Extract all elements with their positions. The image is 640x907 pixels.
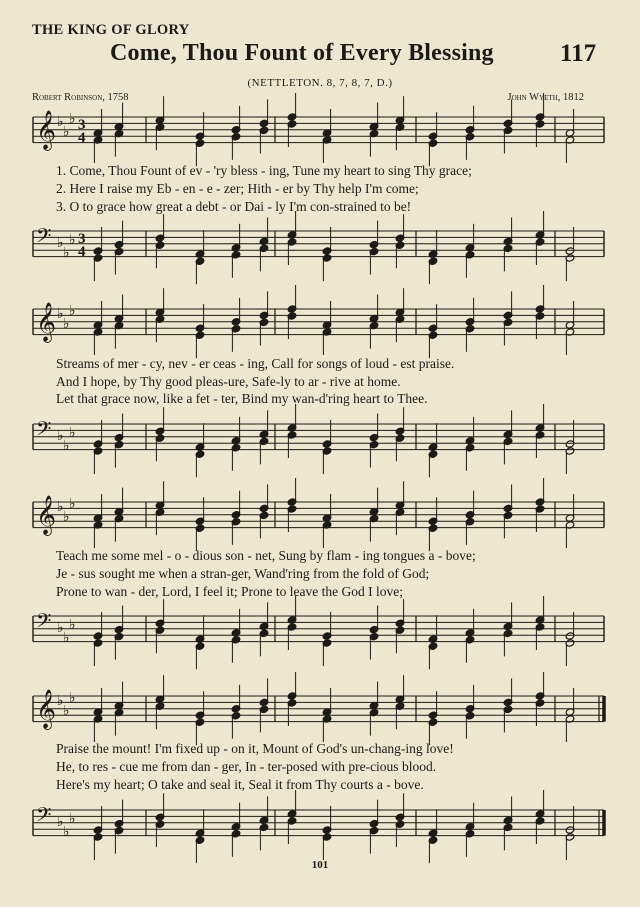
lyric-line: Teach me some mel - o - dious son - net, Sung by flam - ing tongues a - bove; bbox=[56, 548, 476, 563]
flat-icon: ♭ bbox=[69, 303, 76, 319]
flat-icon: ♭ bbox=[69, 111, 76, 127]
flat-icon: ♭ bbox=[69, 811, 76, 827]
lyric-line: Praise the mount! I'm fixed up - on it, Mount of God's un-chang-ing love! bbox=[56, 741, 454, 756]
flat-icon: ♭ bbox=[57, 693, 64, 709]
flat-icon: ♭ bbox=[57, 306, 64, 322]
bass-clef-icon: 𝄢 bbox=[36, 609, 52, 637]
bass-clef-icon: 𝄢 bbox=[36, 417, 52, 445]
flat-icon: ♭ bbox=[63, 703, 70, 719]
hymn-title: Come, Thou Fount of Every Blessing bbox=[110, 40, 494, 66]
treble-staff-1 bbox=[0, 110, 640, 163]
treble-staff-4 bbox=[0, 689, 640, 742]
flat-icon: ♭ bbox=[57, 235, 64, 251]
time-signature-bottom: 4 bbox=[78, 130, 86, 146]
flat-icon: ♭ bbox=[69, 496, 76, 512]
lyric-line: Here's my heart; O take and seal it, Seal it from Thy courts a - bove. bbox=[56, 777, 424, 792]
lyric-line: And I hope, by Thy good pleas-ure, Safe-ly to ar - rive at home. bbox=[56, 374, 401, 389]
time-signature-bottom: 4 bbox=[78, 244, 86, 260]
flat-icon: ♭ bbox=[57, 428, 64, 444]
hymn-number: 117 bbox=[560, 40, 597, 67]
flat-icon: ♭ bbox=[69, 617, 76, 633]
lyric-line: Let that grace now, like a fet - ter, Bind my wan-d'ring heart to Thee. bbox=[56, 391, 428, 406]
flat-icon: ♭ bbox=[69, 425, 76, 441]
treble-clef-icon: 𝄞 bbox=[36, 495, 57, 535]
lyric-line: He, to res - cue me from dan - ger, In - ter-posed with pre-cious blood. bbox=[56, 759, 437, 774]
section-heading: THE KING OF GLORY bbox=[32, 22, 190, 38]
lyric-line: Streams of mer - cy, nev - er ceas - ing, Call for songs of loud - est praise. bbox=[56, 356, 455, 371]
flat-icon: ♭ bbox=[57, 499, 64, 515]
flat-icon: ♭ bbox=[63, 245, 70, 261]
bass-clef-icon: 𝄢 bbox=[36, 803, 52, 831]
lyric-line: Je - sus sought me when a stran-ger, Wand'ring from the fold of God; bbox=[56, 566, 430, 581]
bass-staff-4 bbox=[0, 803, 640, 856]
time-signature-top: 3 bbox=[78, 231, 86, 247]
treble-clef-icon: 𝄞 bbox=[36, 110, 57, 150]
flat-icon: ♭ bbox=[63, 438, 70, 454]
lyric-line: 1. Come, Thou Fount of ev - 'ry bless - ing, Tune my heart to sing Thy grace; bbox=[56, 163, 472, 178]
page-number: 101 bbox=[311, 859, 329, 871]
lyric-line: Prone to wan - der, Lord, I feel it; Prone to leave the God I love; bbox=[56, 584, 403, 599]
flat-icon: ♭ bbox=[57, 620, 64, 636]
lyricist-credit: Robert Robinson, 1758 bbox=[32, 92, 129, 103]
bass-staff-3 bbox=[0, 609, 640, 662]
flat-icon: ♭ bbox=[57, 114, 64, 130]
flat-icon: ♭ bbox=[63, 824, 70, 840]
bass-staff-2 bbox=[0, 417, 640, 470]
lyric-line: 3. O to grace how great a debt - or Dai - ly I'm con-strained to be! bbox=[56, 199, 412, 214]
lyric-line: 2. Here I raise my Eb - en - e - zer; Hith - er by Thy help I'm come; bbox=[56, 181, 419, 196]
flat-icon: ♭ bbox=[69, 690, 76, 706]
tune-name: (NETTLETON. 8, 7, 8, 7, D.) bbox=[247, 77, 393, 89]
composer-credit: John Wyeth, 1812 bbox=[507, 92, 584, 103]
bass-clef-icon: 𝄢 bbox=[36, 224, 52, 252]
time-signature-top: 3 bbox=[78, 117, 86, 133]
treble-clef-icon: 𝄞 bbox=[36, 689, 57, 729]
flat-icon: ♭ bbox=[63, 316, 70, 332]
treble-staff-2 bbox=[0, 302, 640, 355]
flat-icon: ♭ bbox=[63, 509, 70, 525]
flat-icon: ♭ bbox=[69, 232, 76, 248]
flat-icon: ♭ bbox=[57, 814, 64, 830]
treble-clef-icon: 𝄞 bbox=[36, 302, 57, 342]
bass-staff-1 bbox=[0, 224, 640, 277]
flat-icon: ♭ bbox=[63, 630, 70, 646]
treble-staff-3 bbox=[0, 495, 640, 548]
flat-icon: ♭ bbox=[63, 124, 70, 140]
